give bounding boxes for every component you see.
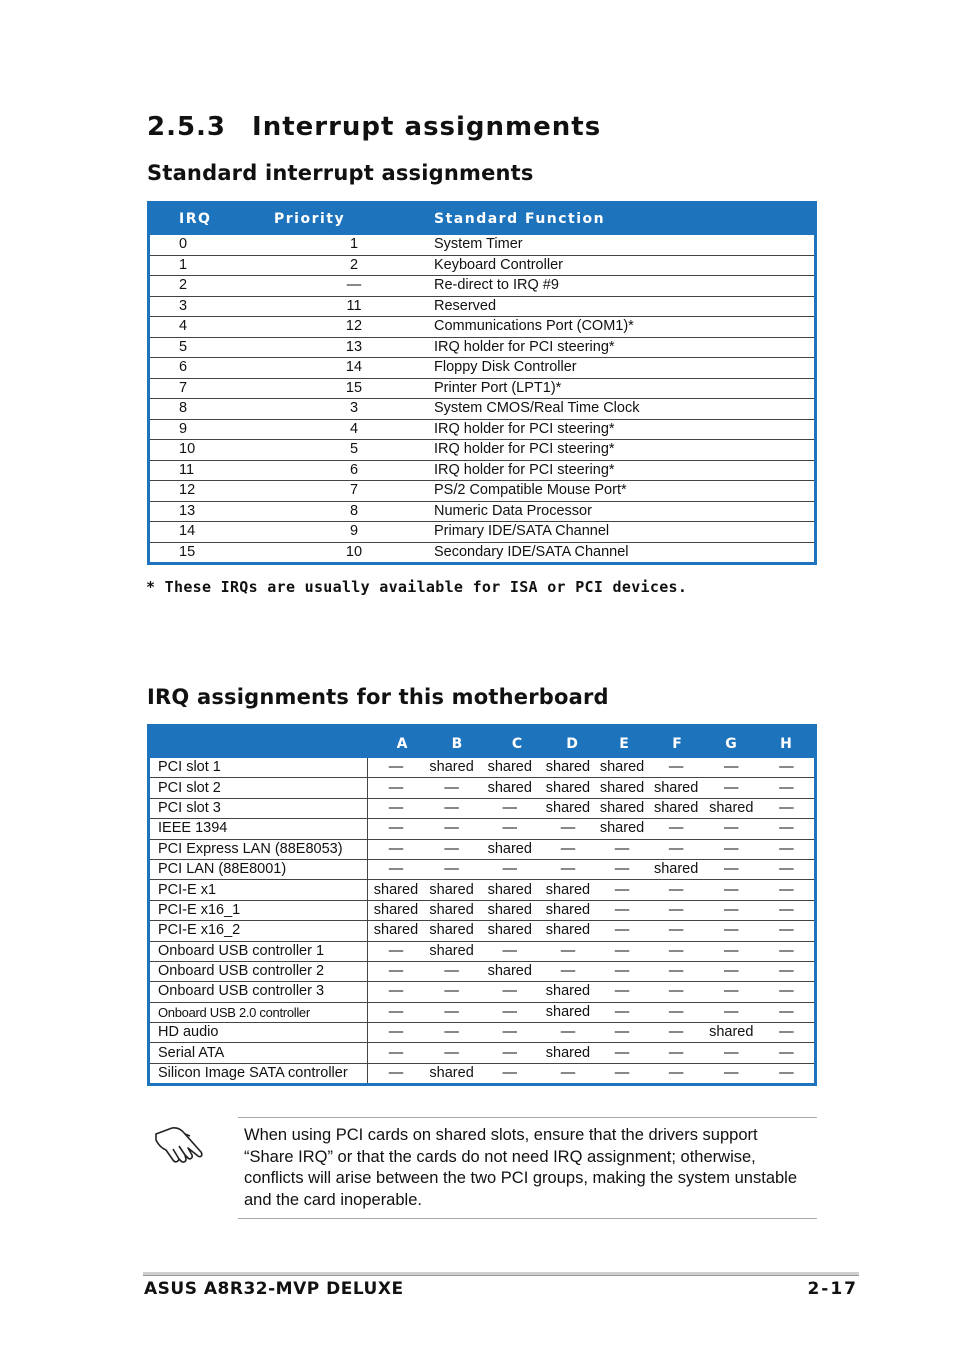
irq-value-cell: — bbox=[668, 759, 684, 776]
table-row bbox=[150, 982, 814, 1002]
irq-cell: 10 bbox=[150, 440, 274, 461]
irq-value-cell: — bbox=[704, 900, 759, 920]
table-row bbox=[150, 542, 814, 562]
irq-value-cell: — bbox=[424, 1043, 479, 1063]
irq-value-cell: — bbox=[540, 839, 595, 859]
irq-value-cell: — bbox=[479, 941, 540, 961]
irq-value-cell: shared bbox=[479, 778, 540, 798]
irq-value-cell: — bbox=[367, 778, 424, 798]
function-cell: Primary IDE/SATA Channel bbox=[434, 522, 814, 543]
irq-value-cell: shared bbox=[367, 921, 424, 941]
irq-value-cell: — bbox=[649, 941, 704, 961]
irq-value-cell: — bbox=[540, 961, 595, 981]
column-header-e: E bbox=[619, 736, 629, 752]
irq-value-cell: — bbox=[759, 798, 814, 818]
irq-value-cell: shared bbox=[704, 798, 759, 818]
irq-value-cell: — bbox=[424, 778, 479, 798]
irq-value-cell: — bbox=[723, 759, 739, 776]
table-row bbox=[150, 798, 814, 818]
table-row bbox=[150, 255, 814, 276]
table-row bbox=[150, 337, 814, 358]
device-cell: Serial ATA bbox=[150, 1043, 367, 1063]
priority-cell: 11 bbox=[274, 296, 434, 317]
table-row bbox=[150, 235, 814, 255]
footer-page-number: 2-17 bbox=[807, 1279, 858, 1299]
section-title bbox=[147, 112, 601, 142]
device-cell: PCI-E x1 bbox=[150, 880, 367, 900]
irq-value-cell: — bbox=[596, 1023, 649, 1043]
irq-value-cell: — bbox=[704, 982, 759, 1002]
irq-value-cell: — bbox=[704, 859, 759, 879]
table-row bbox=[150, 1063, 814, 1083]
irq-cell: 0 bbox=[179, 236, 188, 253]
irq-value-cell: — bbox=[704, 921, 759, 941]
irq-cell: 14 bbox=[150, 522, 274, 543]
irq-value-cell: — bbox=[649, 961, 704, 981]
table-row bbox=[150, 859, 814, 879]
footer-product-name: ASUS A8R32-MVP DELUXE bbox=[144, 1279, 404, 1299]
irq-value-cell: — bbox=[479, 819, 540, 839]
motherboard-table-header bbox=[150, 724, 814, 758]
column-header-c: C bbox=[511, 736, 523, 752]
irq-value-cell: — bbox=[759, 900, 814, 920]
standard-heading: Standard interrupt assignments bbox=[147, 161, 534, 185]
irq-value-cell: — bbox=[367, 859, 424, 879]
function-cell: Keyboard Controller bbox=[434, 255, 814, 276]
irq-value-cell: — bbox=[424, 961, 479, 981]
table-row bbox=[150, 880, 814, 900]
column-header-f: F bbox=[672, 736, 682, 752]
device-cell: IEEE 1394 bbox=[150, 819, 367, 839]
device-cell: PCI-E x16_1 bbox=[150, 900, 367, 920]
irq-value-cell: shared bbox=[429, 759, 474, 776]
irq-value-cell: shared bbox=[596, 819, 649, 839]
table-row bbox=[150, 501, 814, 522]
irq-value-cell: shared bbox=[704, 1023, 759, 1043]
irq-value-cell: — bbox=[367, 1023, 424, 1043]
irq-value-cell: shared bbox=[540, 880, 595, 900]
table-row bbox=[150, 941, 814, 961]
device-cell: Silicon Image SATA controller bbox=[150, 1063, 367, 1083]
function-cell: PS/2 Compatible Mouse Port* bbox=[434, 481, 814, 502]
irq-value-cell: — bbox=[704, 1063, 759, 1083]
irq-value-cell: — bbox=[424, 839, 479, 859]
irq-value-cell: — bbox=[649, 1043, 704, 1063]
device-cell: Onboard USB 2.0 controller bbox=[150, 1002, 367, 1022]
priority-cell: 15 bbox=[274, 378, 434, 399]
irq-value-cell: — bbox=[367, 1063, 424, 1083]
irq-value-cell: shared bbox=[540, 1043, 595, 1063]
irq-value-cell: — bbox=[388, 759, 404, 776]
irq-value-cell: — bbox=[596, 1063, 649, 1083]
irq-value-cell: — bbox=[704, 1002, 759, 1022]
irq-value-cell: — bbox=[759, 880, 814, 900]
irq-value-cell: shared bbox=[540, 1002, 595, 1022]
irq-value-cell: shared bbox=[479, 921, 540, 941]
table-row bbox=[150, 758, 814, 778]
irq-value-cell: — bbox=[424, 798, 479, 818]
table-row bbox=[150, 778, 814, 798]
irq-value-cell: — bbox=[649, 839, 704, 859]
device-cell: PCI Express LAN (88E8053) bbox=[150, 839, 367, 859]
irq-value-cell: — bbox=[596, 982, 649, 1002]
priority-cell: 14 bbox=[274, 358, 434, 379]
irq-cell: 4 bbox=[150, 317, 274, 338]
function-cell: IRQ holder for PCI steering* bbox=[434, 460, 814, 481]
irq-value-cell: shared bbox=[540, 921, 595, 941]
irq-value-cell: — bbox=[367, 1002, 424, 1022]
irq-value-cell: — bbox=[649, 1002, 704, 1022]
irq-value-cell: — bbox=[759, 961, 814, 981]
priority-cell: 2 bbox=[274, 255, 434, 276]
footnote: * These IRQs are usually available for ISA or PCI devices. bbox=[146, 578, 688, 596]
irq-value-cell: — bbox=[704, 941, 759, 961]
irq-cell: 9 bbox=[150, 419, 274, 440]
pointing-hand-icon bbox=[152, 1122, 208, 1168]
irq-value-cell: — bbox=[479, 1002, 540, 1022]
irq-value-cell: shared bbox=[424, 900, 479, 920]
table-row bbox=[150, 1043, 814, 1063]
device-cell: PCI slot 2 bbox=[150, 778, 367, 798]
irq-cell: 2 bbox=[150, 276, 274, 297]
function-cell: Numeric Data Processor bbox=[434, 501, 814, 522]
irq-value-cell: — bbox=[424, 982, 479, 1002]
irq-cell: 12 bbox=[150, 481, 274, 502]
device-cell: Onboard USB controller 2 bbox=[150, 961, 367, 981]
irq-cell: 11 bbox=[150, 460, 274, 481]
priority-cell: 6 bbox=[274, 460, 434, 481]
irq-value-cell: — bbox=[479, 982, 540, 1002]
irq-value-cell: — bbox=[759, 1023, 814, 1043]
device-cell: HD audio bbox=[150, 1023, 367, 1043]
irq-value-cell: shared bbox=[479, 839, 540, 859]
column-header-a: A bbox=[396, 736, 408, 752]
irq-value-cell: shared bbox=[540, 798, 595, 818]
table-row bbox=[150, 900, 814, 920]
function-cell: System CMOS/Real Time Clock bbox=[434, 399, 814, 420]
irq-value-cell: — bbox=[479, 1043, 540, 1063]
column-header-h: H bbox=[780, 736, 792, 752]
irq-value-cell: — bbox=[596, 839, 649, 859]
irq-value-cell: — bbox=[540, 859, 595, 879]
irq-value-cell: — bbox=[704, 819, 759, 839]
irq-value-cell: — bbox=[367, 961, 424, 981]
irq-cell: 15 bbox=[150, 542, 274, 562]
irq-value-cell: — bbox=[479, 1023, 540, 1043]
irq-value-cell: — bbox=[367, 1043, 424, 1063]
irq-value-cell: — bbox=[424, 819, 479, 839]
table-row bbox=[150, 296, 814, 317]
table-row bbox=[150, 276, 814, 297]
irq-value-cell: shared bbox=[545, 759, 591, 776]
irq-value-cell: — bbox=[759, 1043, 814, 1063]
table-row bbox=[150, 460, 814, 481]
irq-value-cell: — bbox=[649, 819, 704, 839]
irq-value-cell: — bbox=[759, 839, 814, 859]
irq-value-cell: — bbox=[540, 1063, 595, 1083]
section-title-text: Interrupt assignments bbox=[252, 112, 602, 142]
irq-value-cell: — bbox=[704, 778, 759, 798]
function-cell: Communications Port (COM1)* bbox=[434, 317, 814, 338]
irq-value-cell: — bbox=[367, 839, 424, 859]
irq-value-cell: — bbox=[759, 921, 814, 941]
device-cell: Onboard USB controller 3 bbox=[150, 982, 367, 1002]
irq-value-cell: shared bbox=[540, 982, 595, 1002]
priority-cell: 7 bbox=[274, 481, 434, 502]
standard-table-header bbox=[150, 201, 814, 235]
irq-value-cell: shared bbox=[540, 900, 595, 920]
motherboard-heading: IRQ assignments for this motherboard bbox=[147, 685, 609, 709]
irq-value-cell: — bbox=[649, 1023, 704, 1043]
priority-cell: 8 bbox=[274, 501, 434, 522]
table-row bbox=[150, 440, 814, 461]
irq-value-cell: — bbox=[759, 941, 814, 961]
irq-value-cell: — bbox=[649, 982, 704, 1002]
irq-value-cell: — bbox=[596, 961, 649, 981]
table-row bbox=[150, 481, 814, 502]
device-cell: PCI slot 1 bbox=[150, 758, 367, 778]
irq-value-cell: — bbox=[367, 941, 424, 961]
priority-cell: — bbox=[274, 276, 434, 297]
table-row bbox=[150, 419, 814, 440]
function-cell: Floppy Disk Controller bbox=[434, 358, 814, 379]
device-cell: PCI slot 3 bbox=[150, 798, 367, 818]
irq-value-cell: — bbox=[424, 1002, 479, 1022]
section-number: 2.5.3 bbox=[147, 112, 227, 142]
irq-value-cell: — bbox=[596, 1002, 649, 1022]
standard-interrupt-table bbox=[147, 201, 817, 565]
column-header-d: D bbox=[566, 736, 578, 752]
irq-value-cell: — bbox=[479, 1063, 540, 1083]
irq-cell: 1 bbox=[150, 255, 274, 276]
irq-value-cell: — bbox=[596, 859, 649, 879]
column-header-standard-function: Standard Function bbox=[434, 211, 606, 227]
irq-cell: 3 bbox=[150, 296, 274, 317]
irq-cell: 8 bbox=[150, 399, 274, 420]
irq-cell: 6 bbox=[150, 358, 274, 379]
priority-cell: 10 bbox=[274, 542, 434, 562]
priority-cell: 1 bbox=[349, 236, 359, 253]
irq-value-cell: shared bbox=[649, 798, 704, 818]
table-row bbox=[150, 839, 814, 859]
table-row bbox=[150, 378, 814, 399]
function-cell: IRQ holder for PCI steering* bbox=[434, 337, 814, 358]
column-header-b: B bbox=[451, 736, 463, 752]
irq-value-cell: — bbox=[704, 1043, 759, 1063]
function-cell: Secondary IDE/SATA Channel bbox=[434, 542, 814, 562]
table-row bbox=[150, 961, 814, 981]
table-row bbox=[150, 358, 814, 379]
irq-value-cell: — bbox=[759, 982, 814, 1002]
irq-value-cell: — bbox=[540, 1023, 595, 1043]
irq-value-cell: — bbox=[759, 859, 814, 879]
priority-cell: 13 bbox=[274, 337, 434, 358]
motherboard-table-body bbox=[150, 758, 814, 1083]
irq-value-cell: — bbox=[649, 880, 704, 900]
irq-value-cell: — bbox=[367, 982, 424, 1002]
column-header-g: G bbox=[725, 736, 737, 752]
irq-value-cell: shared bbox=[367, 900, 424, 920]
function-cell: Re-direct to IRQ #9 bbox=[434, 276, 814, 297]
irq-value-cell: — bbox=[759, 819, 814, 839]
irq-value-cell: shared bbox=[599, 759, 645, 776]
irq-cell: 13 bbox=[150, 501, 274, 522]
irq-value-cell: shared bbox=[424, 921, 479, 941]
irq-value-cell: — bbox=[704, 961, 759, 981]
irq-value-cell: shared bbox=[424, 1063, 479, 1083]
irq-value-cell: — bbox=[367, 819, 424, 839]
device-cell: PCI LAN (88E8001) bbox=[150, 859, 367, 879]
motherboard-irq-table bbox=[147, 724, 817, 1086]
irq-value-cell: — bbox=[596, 941, 649, 961]
priority-cell: 12 bbox=[274, 317, 434, 338]
column-header-priority: Priority bbox=[274, 211, 346, 227]
irq-value-cell: — bbox=[759, 1002, 814, 1022]
function-cell: Reserved bbox=[434, 296, 814, 317]
irq-value-cell: shared bbox=[479, 880, 540, 900]
irq-value-cell: — bbox=[479, 798, 540, 818]
irq-value-cell: — bbox=[649, 921, 704, 941]
irq-value-cell: shared bbox=[540, 778, 595, 798]
device-cell: PCI-E x16_2 bbox=[150, 921, 367, 941]
irq-value-cell: shared bbox=[479, 900, 540, 920]
table-row bbox=[150, 399, 814, 420]
function-cell: Printer Port (LPT1)* bbox=[434, 378, 814, 399]
table-row bbox=[150, 819, 814, 839]
irq-value-cell: — bbox=[779, 759, 794, 776]
footer-rule bbox=[143, 1272, 859, 1276]
irq-cell: 7 bbox=[150, 378, 274, 399]
priority-cell: 4 bbox=[274, 419, 434, 440]
function-cell: System Timer bbox=[434, 236, 523, 253]
priority-cell: 5 bbox=[274, 440, 434, 461]
irq-value-cell: — bbox=[367, 798, 424, 818]
function-cell: IRQ holder for PCI steering* bbox=[434, 419, 814, 440]
table-row bbox=[150, 317, 814, 338]
irq-value-cell: — bbox=[540, 941, 595, 961]
irq-value-cell: — bbox=[649, 1063, 704, 1083]
function-cell: IRQ holder for PCI steering* bbox=[434, 440, 814, 461]
table-row bbox=[150, 522, 814, 543]
priority-cell: 9 bbox=[274, 522, 434, 543]
irq-value-cell: — bbox=[704, 839, 759, 859]
irq-value-cell: — bbox=[596, 900, 649, 920]
irq-value-cell: — bbox=[596, 1043, 649, 1063]
column-header-irq: IRQ bbox=[179, 211, 212, 227]
irq-value-cell: shared bbox=[649, 778, 704, 798]
note-text: When using PCI cards on shared slots, ensure that the drivers support “Share IRQ” or that the cards do not need IRQ assignment; otherwise, conflicts will arise between the two PCI groups, making the system unstable and the card inoperable. bbox=[244, 1126, 798, 1209]
irq-value-cell: shared bbox=[649, 859, 704, 879]
irq-value-cell: — bbox=[540, 819, 595, 839]
table-row bbox=[150, 1023, 814, 1043]
priority-cell: 3 bbox=[274, 399, 434, 420]
irq-value-cell: — bbox=[759, 1063, 814, 1083]
irq-cell: 5 bbox=[150, 337, 274, 358]
irq-value-cell: shared bbox=[596, 798, 649, 818]
irq-value-cell: — bbox=[596, 880, 649, 900]
irq-value-cell: shared bbox=[479, 961, 540, 981]
irq-value-cell: shared bbox=[367, 880, 424, 900]
irq-value-cell: shared bbox=[596, 778, 649, 798]
irq-value-cell: — bbox=[479, 859, 540, 879]
irq-value-cell: shared bbox=[424, 880, 479, 900]
irq-value-cell: — bbox=[424, 1023, 479, 1043]
note-top-rule bbox=[238, 1117, 817, 1118]
note-bottom-rule bbox=[238, 1218, 817, 1219]
table-row bbox=[150, 1002, 814, 1022]
irq-value-cell: — bbox=[596, 921, 649, 941]
irq-value-cell: — bbox=[704, 880, 759, 900]
irq-value-cell: — bbox=[759, 778, 814, 798]
table-row bbox=[150, 921, 814, 941]
irq-value-cell: shared bbox=[487, 759, 532, 776]
device-cell: Onboard USB controller 1 bbox=[150, 941, 367, 961]
irq-value-cell: — bbox=[649, 900, 704, 920]
irq-value-cell: — bbox=[424, 859, 479, 879]
standard-table-body bbox=[150, 235, 814, 562]
irq-value-cell: shared bbox=[424, 941, 479, 961]
